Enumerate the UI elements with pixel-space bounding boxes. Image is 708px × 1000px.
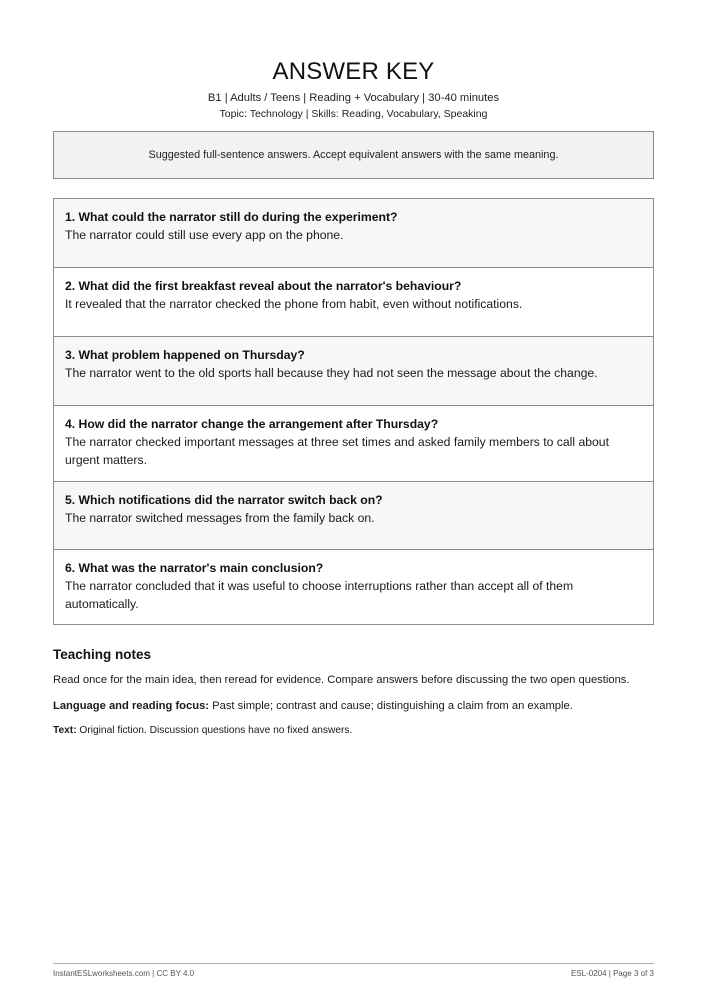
- text-source-note: [53, 722, 654, 739]
- answer-item-1: [54, 199, 653, 267]
- answer-item-5: [54, 481, 653, 549]
- instructions-box: [53, 131, 654, 179]
- answer-text: The narrator could still use every app on the phone.: [65, 228, 344, 242]
- answer-item-6: [54, 549, 653, 624]
- text-source-label: Text:: [53, 725, 77, 736]
- answer-text: The narrator concluded that it was useful to choose interruptions rather than accept all of them automatically.: [65, 579, 574, 611]
- footer-page-number: ESL-0204 | Page 3 of 3: [570, 969, 654, 978]
- question-text: 3. What problem happened on Thursday?: [65, 348, 305, 362]
- question-text: 4. How did the narrator change the arrangement after Thursday?: [65, 417, 439, 431]
- language-focus-label: Language and reading focus:: [53, 700, 210, 712]
- footer-source: InstantESLworksheets.com | CC BY 4.0: [53, 969, 195, 978]
- answer-list: [53, 198, 654, 625]
- teaching-notes-paragraph: Read once for the main idea, then reread for evidence. Compare answers before discussing the two open questions.: [53, 674, 630, 686]
- answer-item-4: [54, 405, 653, 481]
- language-focus-text: Past simple; contrast and cause; distinguishing a claim from an example.: [209, 700, 573, 712]
- question-text: 1. What could the narrator still do during the experiment?: [65, 210, 398, 224]
- topic-meta: Topic: Technology | Skills: Reading, Vocabulary, Speaking: [219, 108, 488, 120]
- answer-item-2: [54, 267, 653, 336]
- instructions-text: Suggested full-sentence answers. Accept equivalent answers with the same meaning.: [148, 149, 559, 161]
- language-focus: [53, 698, 654, 715]
- text-source-text: Original fiction. Discussion questions have no fixed answers.: [76, 725, 353, 736]
- worksheet-page: [53, 0, 654, 1000]
- answer-text: The narrator went to the old sports hall because they had not seen the message about the change.: [65, 366, 598, 380]
- question-text: 2. What did the first breakfast reveal about the narrator's behaviour?: [65, 279, 462, 293]
- page-title: ANSWER KEY: [272, 58, 435, 85]
- level-meta: B1 | Adults / Teens | Reading + Vocabulary | 30-40 minutes: [207, 92, 500, 104]
- answer-item-3: [54, 336, 653, 405]
- answer-text: The narrator checked important messages at three set times and asked family members to call about urgent matters.: [65, 435, 609, 467]
- answer-text: It revealed that the narrator checked the phone from habit, even without notifications.: [65, 297, 523, 311]
- teaching-notes-heading: Teaching notes: [53, 647, 152, 662]
- answer-text: The narrator switched messages from the family back on.: [65, 511, 375, 525]
- question-text: 5. Which notifications did the narrator switch back on?: [65, 493, 383, 507]
- question-text: 6. What was the narrator's main conclusion?: [65, 561, 324, 575]
- page-footer: [53, 963, 654, 978]
